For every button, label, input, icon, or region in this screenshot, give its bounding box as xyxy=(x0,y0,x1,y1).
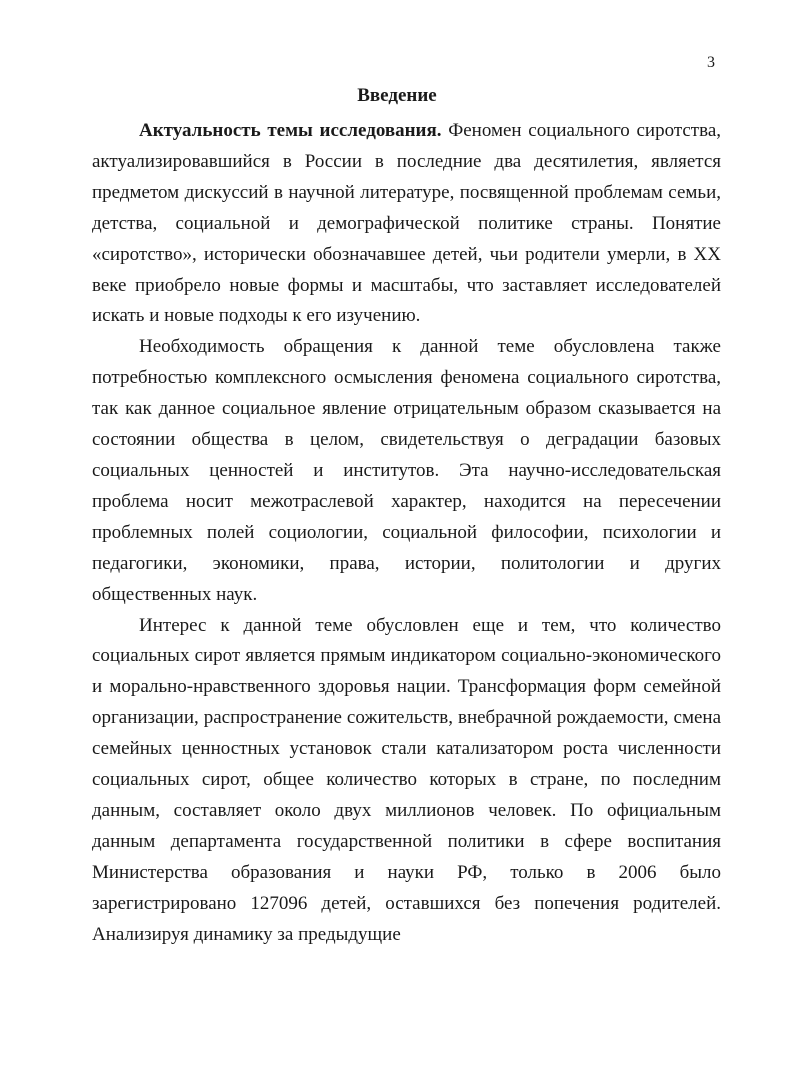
paragraph-text: Феномен социального сиротства, актуализировавшийся в России в последние два десятилетия, является предметом дискуссий в научной литературе, посвященной проблемам семьи, детства, социальной и демографической политике страны. Понятие «сиротство», исторически обозначавшее детей, чьи родители умерли, в XX веке приобрело новые формы и масштабы, что заставляет исследователей искать и новые подходы к его изучению. xyxy=(92,120,721,327)
section-title: Введение xyxy=(357,85,437,106)
paragraph-relevance xyxy=(92,116,721,332)
paragraph-text: Интерес к данной теме обусловлен еще и тем, что количество социальных сирот является прямым индикатором социально-экономического и морально-нравственного здоровья нации. Трансформация форм семейной организации, распространение сожительств, внебрачной рождаемости, смена семейных ценностных установок стали катализатором роста численности социальных сирот, общее количество которых в стране, по последним данным, составляет около двух миллионов человек. По официальным данным департамента государственной политики в сфере воспитания Министерства образования и науки РФ, только в 2006 было зарегистрировано 127096 детей, оставшихся без попечения родителей. Анализируя динамику за предыдущие xyxy=(92,614,721,945)
paragraph-necessity xyxy=(92,332,721,610)
paragraph-lead: Актуальность темы исследования. xyxy=(139,120,442,141)
paragraph-interest xyxy=(92,611,721,951)
paragraph-text: Необходимость обращения к данной теме обусловлена также потребностью комплексного осмысления феномена социального сиротства, так как данное социальное явление отрицательным образом сказывается на состоянии общества в целом, свидетельствуя о деградации базовых социальных ценностей и институтов. Эта научно-исследовательская проблема носит межотраслевой характер, находится на пересечении проблемных полей социологии, социальной философии, психологии и педагогики, экономики, права, истории, политологии и других общественных наук. xyxy=(92,336,721,605)
document-body xyxy=(92,116,721,950)
page-number: 3 xyxy=(707,54,715,71)
